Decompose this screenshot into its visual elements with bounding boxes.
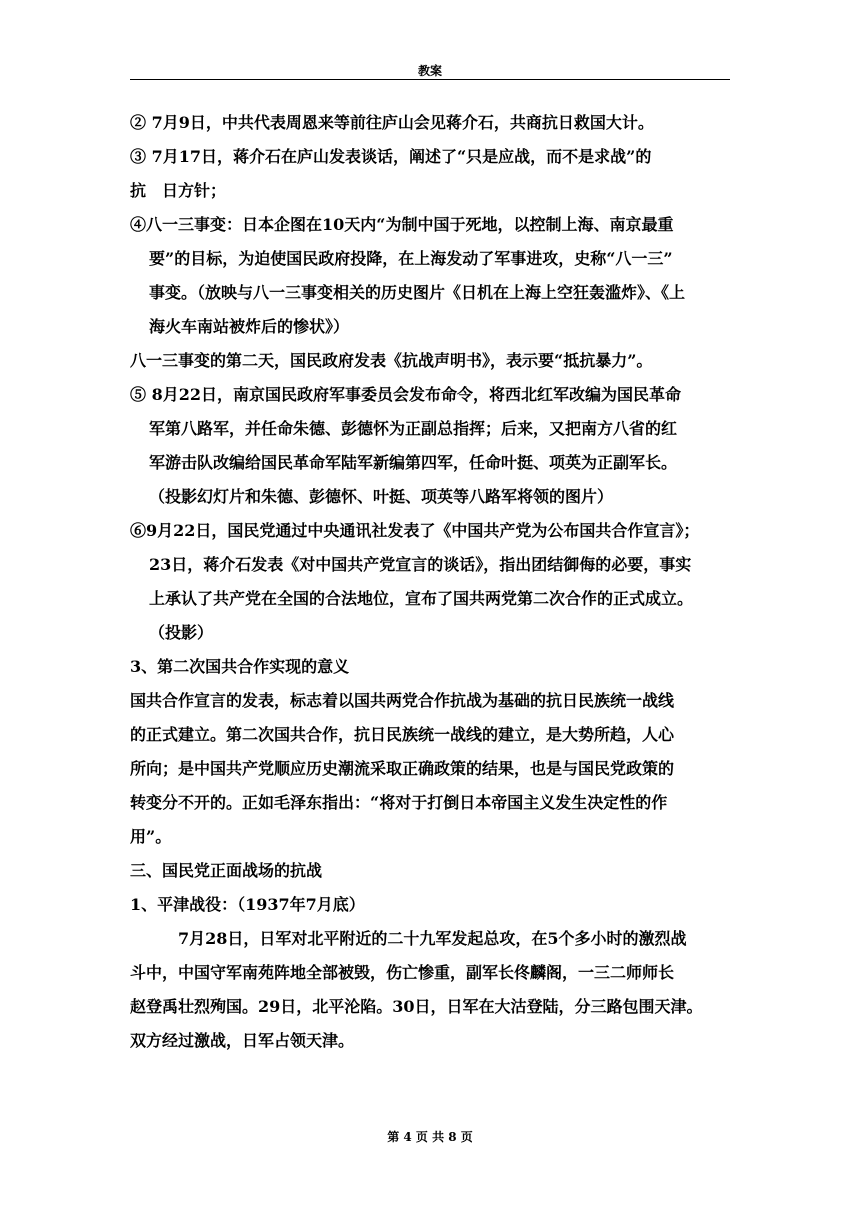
page-header-title: 教案 <box>417 64 442 78</box>
text-line: 要”的目标，为迫使国民政府投降，在上海发动了军事进攻，史称“八一三” <box>149 249 673 268</box>
text-line: ⑤ 8月22日，南京国民政府军事委员会发布命令，将西北红军改编为国民革命 <box>130 385 681 404</box>
text-line: 八一三事变的第二天，国民政府发表《抗战声明书》，表示要“抵抗暴力”。 <box>130 351 653 370</box>
text-line: 抗 日方针； <box>130 181 227 200</box>
text-line: （投影） <box>149 623 214 642</box>
text-line: 斗中，中国守军南苑阵地全部被毁，伤亡惨重，副军长佟麟阁，一三二师师长 <box>130 963 675 982</box>
text-line: 军第八路军，并任命朱德、彭德怀为正副总指挥；后来，又把南方八省的红 <box>149 419 678 438</box>
text-line: 国共合作宣言的发表，标志着以国共两党合作抗战为基础的抗日民族统一战线 <box>130 691 675 710</box>
text-line: 所向；是中国共产党顺应历史潮流采取正确政策的结果，也是与国民党政策的 <box>130 759 675 778</box>
text-line: ④八一三事变：日本企图在10天内“为制中国于死地，以控制上海、南京最重 <box>130 215 674 234</box>
text-line: 双方经过激战，日军占领天津。 <box>130 1031 355 1050</box>
text-line: 7月28日，日军对北平附近的二十九军发起总攻，在5个多小时的激烈战 <box>162 929 687 948</box>
section-heading: 3、第二次国共合作实现的意义 <box>130 657 350 676</box>
text-line: 海火车南站被炸后的惨状》） <box>149 317 350 336</box>
text-line: 军游击队改编给国民革命军陆军新编第四军，任命叶挺、项英为正副军长。 <box>149 453 678 472</box>
text-line: 转变分不开的。正如毛泽东指出：“将对于打倒日本帝国主义发生决定性的作 <box>130 793 668 812</box>
page-footer: 第 4 页 共 8 页 <box>387 1130 473 1144</box>
text-line: 的正式建立。第二次国共合作，抗日民族统一战线的建立，是大势所趋，人心 <box>130 725 675 744</box>
text-line: ⑥9月22日，国民党通过中央通讯社发表了《中国共产党为公布国共合作宣言》； <box>130 521 700 540</box>
text-line: 上承认了共产党在全国的合法地位，宣布了国共两党第二次合作的正式成立。 <box>149 589 694 608</box>
section-heading: 三、国民党正面战场的抗战 <box>130 861 323 880</box>
text-line: 赵登禹壮烈殉国。29日，北平沦陷。30日，日军在大沽登陆，分三路包围天津。 <box>130 997 703 1016</box>
text-line: ② 7月9日，中共代表周恩来等前往庐山会见蒋介石，共商抗日救国大计。 <box>130 113 654 132</box>
text-line: 用”。 <box>130 827 172 846</box>
subsection-heading: 1、平津战役：（1937年7月底） <box>130 895 365 914</box>
document-body <box>130 106 736 1058</box>
text-line: 23日，蒋介石发表《对中国共产党宣言的谈话》，指出团结御侮的必要，事实 <box>149 555 692 574</box>
text-line: （投影幻灯片和朱德、彭德怀、叶挺、项英等八路军将领的图片） <box>149 487 614 506</box>
text-line: 事变。（放映与八一三事变相关的历史图片《日机在上海上空狂轰滥炸》、《上 <box>149 283 686 302</box>
text-line: ③ 7月17日，蒋介石在庐山发表谈话，阐述了“只是应战，而不是求战”的 <box>130 147 652 166</box>
header-rule <box>130 79 730 80</box>
